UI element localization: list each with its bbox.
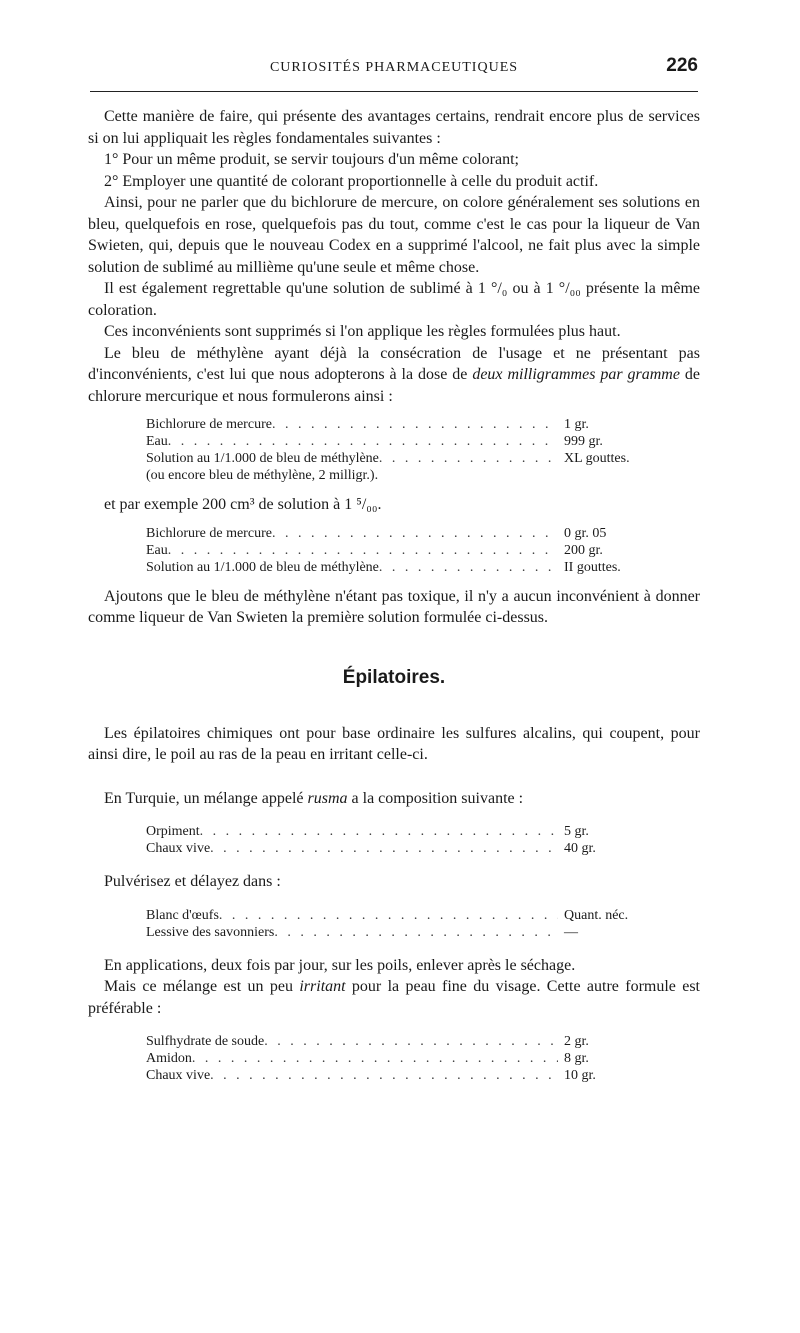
ingredient-name: Bichlorure de mercure bbox=[146, 525, 272, 541]
page-number: 226 bbox=[666, 55, 698, 76]
ingredient-name: Blanc d'œufs bbox=[146, 907, 219, 923]
paragraph-12: Pulvérisez et délayez dans : bbox=[104, 873, 281, 890]
dot-leader bbox=[168, 542, 558, 559]
dot-leader bbox=[272, 416, 558, 433]
running-header bbox=[88, 55, 700, 84]
formula-row bbox=[146, 1067, 646, 1084]
ingredient-name: Solution au 1/1.000 de bleu de méthylène bbox=[146, 559, 379, 575]
paragraph-7-text-b: de chlorure mercurique et nous formulerons ainsi : bbox=[88, 366, 701, 405]
page-body bbox=[88, 106, 700, 1094]
formula-row bbox=[146, 525, 646, 542]
ingredient-name: Lessive des savonniers bbox=[146, 924, 275, 940]
ingredient-quantity: 0 gr. 05 bbox=[564, 525, 607, 541]
formula-row bbox=[146, 924, 646, 941]
formula-row bbox=[146, 416, 646, 433]
ingredient-quantity: — bbox=[564, 924, 578, 940]
ingredient-quantity: 10 gr. bbox=[564, 1068, 596, 1083]
ingredient-quantity: 999 gr. bbox=[564, 434, 603, 449]
paragraph-7-italic: deux milligrammes par gramme bbox=[472, 366, 680, 383]
ingredient-name: Solution au 1/1.000 de bleu de méthylène bbox=[146, 451, 379, 466]
formula-row bbox=[146, 907, 646, 924]
formula-4 bbox=[146, 907, 646, 941]
paragraph-13: En applications, deux fois par jour, sur les poils, enlever après le séchage. bbox=[104, 956, 576, 974]
dot-leader bbox=[264, 1033, 558, 1050]
ingredient-name: Chaux vive bbox=[146, 841, 211, 856]
header-rule bbox=[90, 91, 698, 92]
ingredient-name: Chaux vive bbox=[146, 1068, 211, 1083]
paragraph-7 bbox=[88, 343, 700, 408]
paragraph-1: Cette manière de faire, qui présente des avantages certains, rendrait encore plus de services si on lui appliquait les règles fondamentales suivantes : bbox=[88, 108, 700, 147]
formula-2 bbox=[146, 525, 646, 576]
dot-leader bbox=[210, 840, 558, 857]
dot-leader bbox=[200, 823, 558, 840]
formula-row bbox=[146, 433, 646, 450]
section-title: Épilatoires. bbox=[342, 666, 446, 688]
ingredient-quantity: 5 gr. bbox=[564, 824, 589, 839]
ingredient-quantity: 8 gr. bbox=[564, 1051, 589, 1066]
paragraph-rule-1: 1° Pour un même produit, se servir toujours d'un même colorant; bbox=[104, 151, 519, 168]
ingredient-name: Bichlorure de mercure bbox=[146, 417, 272, 432]
ingredient-quantity: 2 gr. bbox=[564, 1034, 589, 1049]
paragraph-11-italic: rusma bbox=[307, 789, 348, 807]
dot-leader bbox=[168, 433, 558, 450]
paragraph-6: Ces inconvénients sont supprimés si l'on applique les règles formulées plus haut. bbox=[104, 323, 621, 340]
paragraph-11 bbox=[88, 788, 700, 810]
formula-row bbox=[146, 840, 646, 857]
paragraph-14-text-a: Mais ce mélange est un peu bbox=[104, 978, 293, 995]
formula-row bbox=[146, 1033, 646, 1050]
ingredient-name: Orpiment bbox=[146, 824, 200, 839]
paragraph-11-text-b: a la composition suivante : bbox=[351, 789, 524, 807]
formula-5 bbox=[146, 1033, 646, 1084]
paragraph-rule-2: 2° Employer une quantité de colorant proportionnelle à celle du produit actif. bbox=[104, 172, 599, 190]
ingredient-name: Eau bbox=[146, 434, 168, 449]
running-title: CURIOSITÉS PHARMACEUTIQUES bbox=[269, 60, 519, 75]
ingredient-quantity: 1 gr. bbox=[564, 417, 589, 432]
formula-row bbox=[146, 559, 646, 576]
ingredient-quantity: 40 gr. bbox=[564, 841, 596, 856]
formula-3 bbox=[146, 823, 646, 857]
dot-leader bbox=[379, 450, 558, 467]
formula-1 bbox=[146, 416, 646, 484]
formula-row bbox=[146, 542, 646, 559]
paragraph-5: Il est également regrettable qu'une solution de sublimé à 1 °/₀ ou à 1 °/₀₀ présente la même coloration. bbox=[88, 280, 700, 319]
paragraph-7-text-a: Le bleu de méthylène ayant déjà la consécration de l'usage et ne présentant pas d'inconvénients, c'est lui que nous adopterons à la dose de bbox=[88, 344, 700, 383]
paragraph-9: Ajoutons que le bleu de méthylène n'étant pas toxique, il n'y a aucun inconvénient à donner comme liqueur de Van Swieten la première solution formulée ci-dessus. bbox=[88, 587, 700, 626]
formula-row bbox=[146, 1050, 646, 1067]
dot-leader bbox=[379, 559, 558, 576]
dot-leader bbox=[210, 1067, 558, 1084]
paragraph-4: Ainsi, pour ne parler que du bichlorure de mercure, on colore généralement ses solutions en bleu, quelquefois en rose, quelquefois pas du tout, comme c'est le cas pour la liqueur de Van Swieten, qui, depuis que le nouveau Codex en a supprimé l'alcool, ne fait plus avec la simple solution de sublimé au millième qu'une seule et même chose. bbox=[88, 194, 700, 276]
formula-note: (ou encore bleu de méthylène, 2 milligr.). bbox=[146, 468, 379, 483]
dot-leader bbox=[274, 924, 558, 941]
formula-row bbox=[146, 450, 646, 467]
dot-leader bbox=[272, 525, 558, 542]
ingredient-name: Amidon bbox=[146, 1051, 192, 1066]
ingredient-name: Eau bbox=[146, 542, 168, 558]
paragraph-14-text-b: pour la peau fine du visage. Cette autre formule est préférable : bbox=[88, 978, 700, 1017]
formula-row bbox=[146, 823, 646, 840]
ingredient-name: Sulfhydrate de soude bbox=[146, 1034, 265, 1049]
paragraph-14-italic: irritant bbox=[299, 978, 346, 995]
dot-leader bbox=[219, 907, 558, 924]
ingredient-quantity: 200 gr. bbox=[564, 542, 603, 558]
ingredient-quantity: Quant. néc. bbox=[564, 907, 629, 923]
paragraph-14 bbox=[88, 976, 700, 1019]
paragraph-8: et par exemple 200 cm³ de solution à 1 ⁵/₀₀. bbox=[104, 496, 382, 513]
ingredient-quantity: II gouttes. bbox=[564, 559, 621, 575]
dot-leader bbox=[192, 1050, 558, 1067]
paragraph-10: Les épilatoires chimiques ont pour base ordinaire les sulfures alcalins, qui coupent, pour ainsi dire, le poil au ras de la peau en irritant celle-ci. bbox=[88, 724, 700, 763]
paragraph-11-text-a: En Turquie, un mélange appelé bbox=[104, 789, 304, 807]
ingredient-quantity: XL gouttes. bbox=[564, 451, 630, 466]
